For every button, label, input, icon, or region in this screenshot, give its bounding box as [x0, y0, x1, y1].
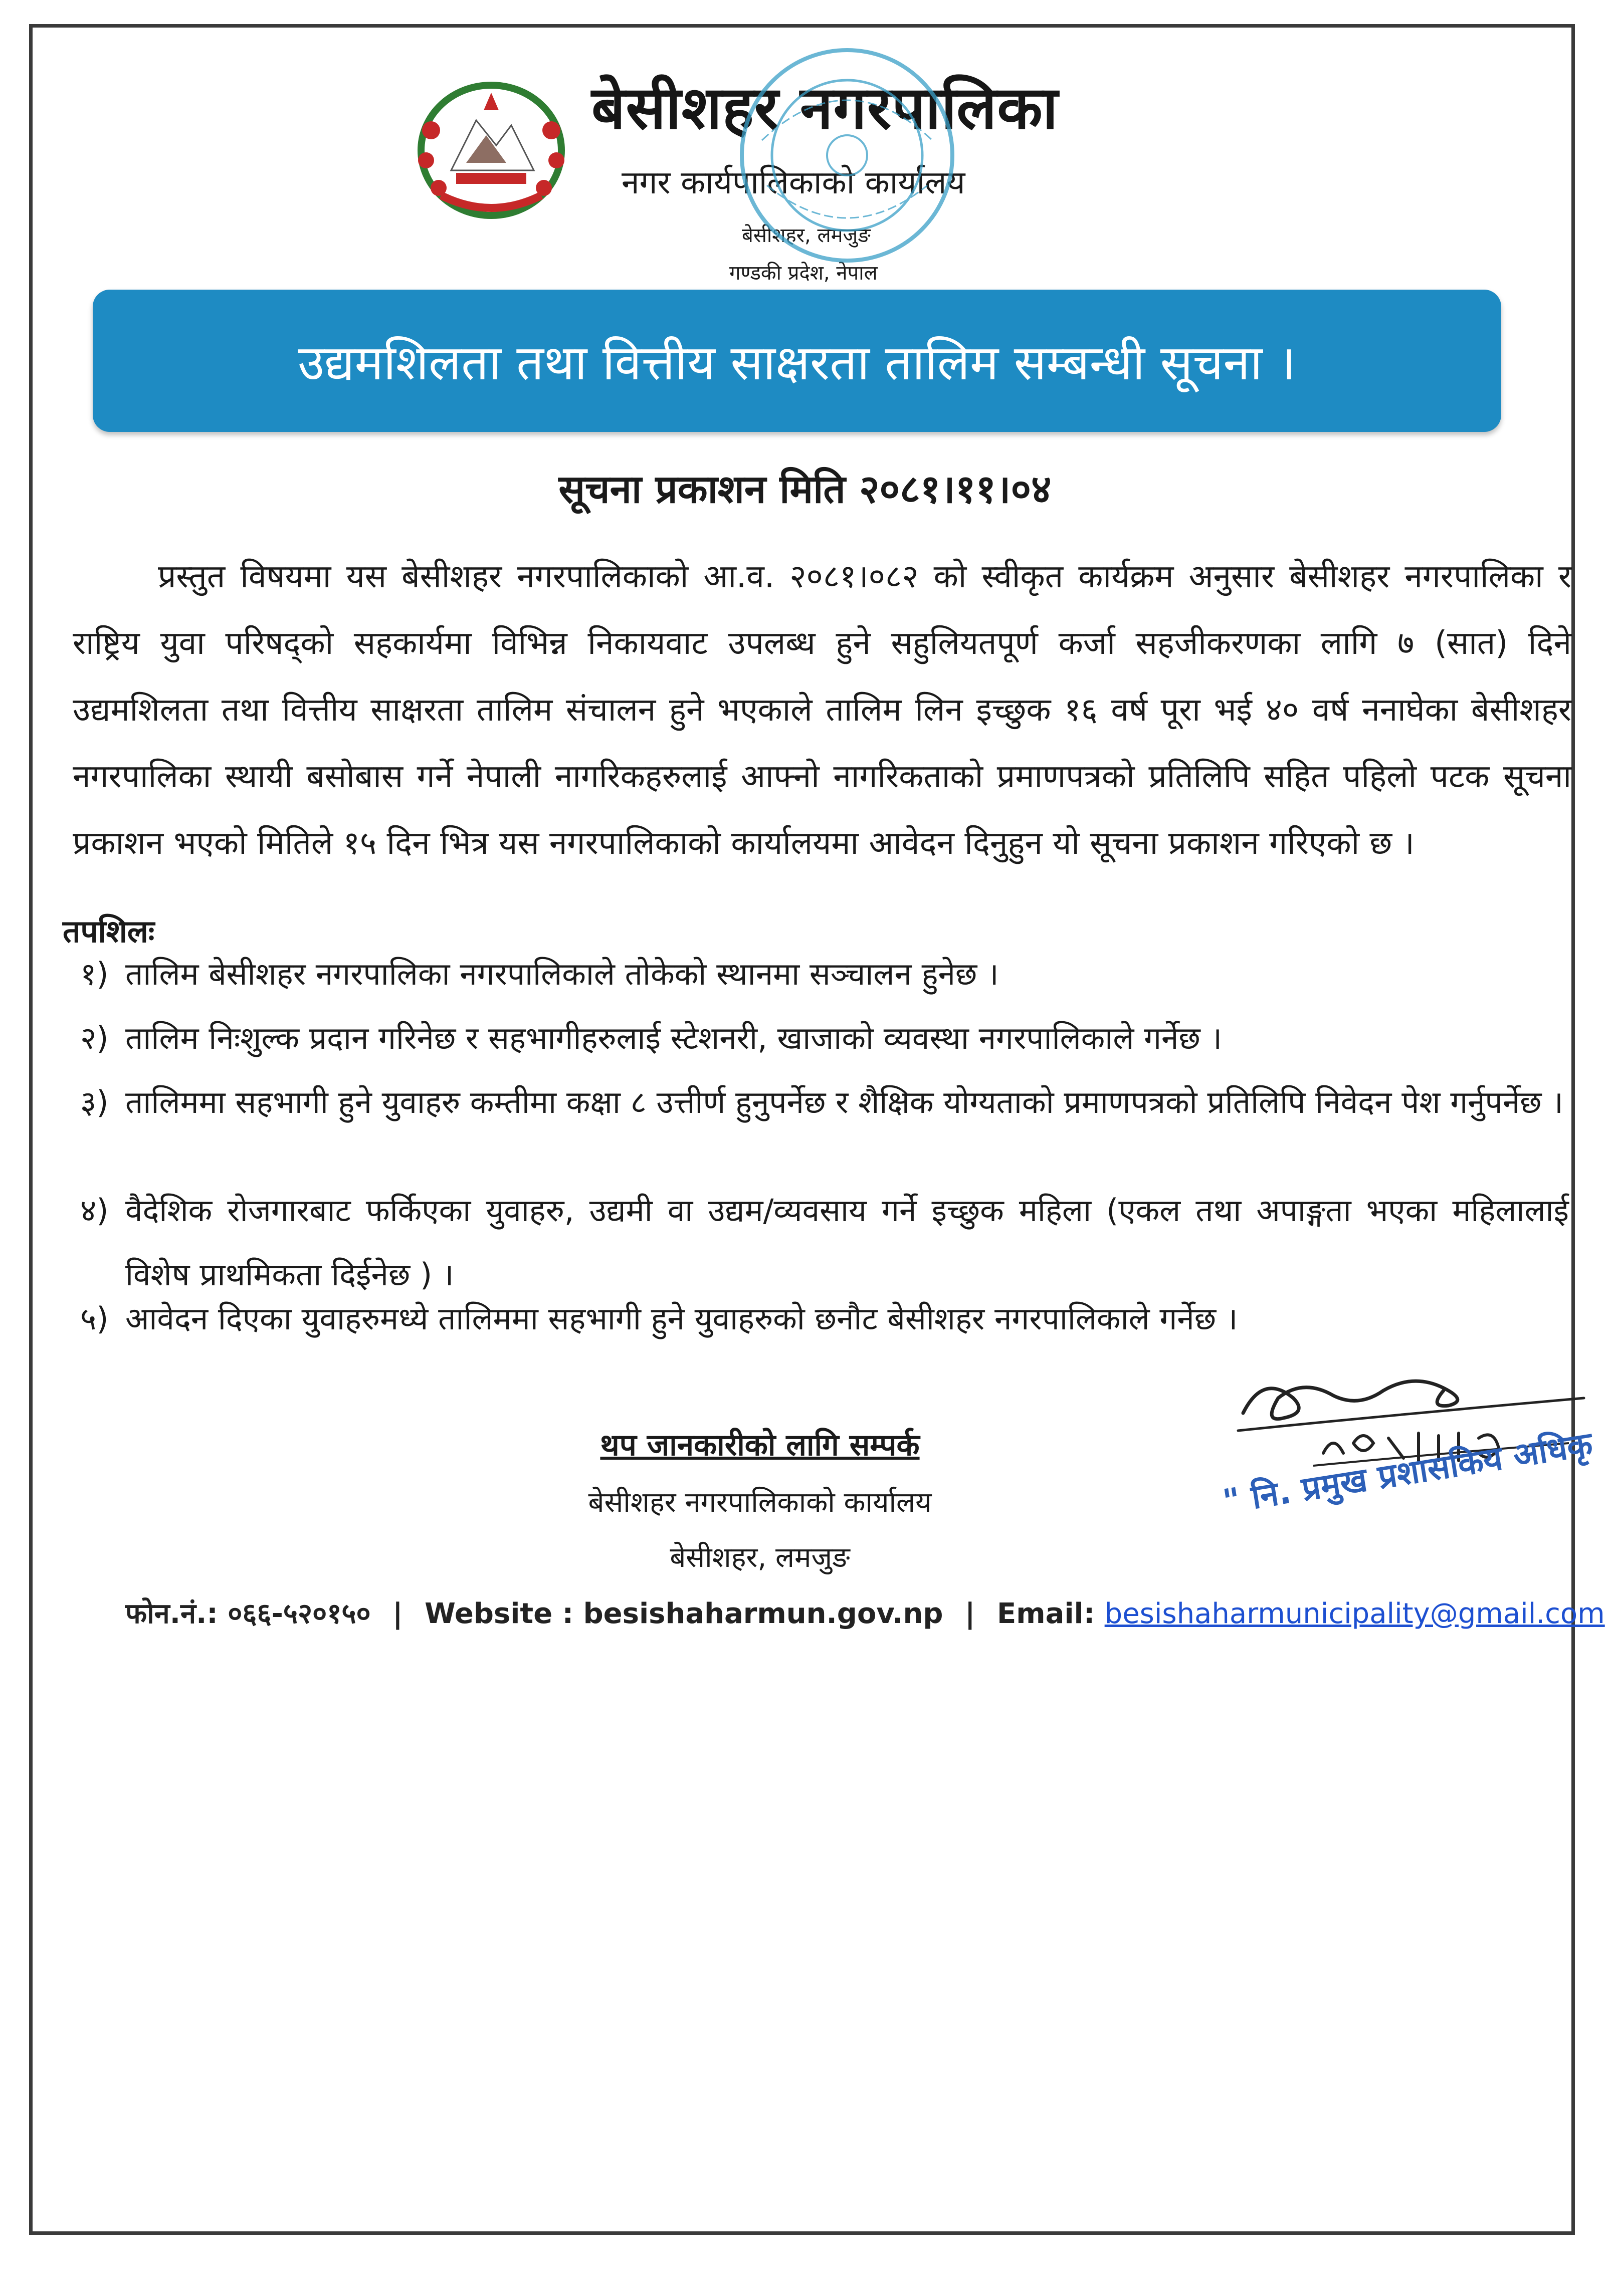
list-item-number: १): [80, 956, 109, 992]
notice-body: प्रस्तुत विषयमा यस बेसीशहर नगरपालिकाको आ.व. २०८१।०८२ को स्वीकृत कार्यक्रम अनुसार बेसीशहर नगरपालिका र राष्ट्रिय युवा परिषद्को सहकार्यमा विभिन्न निकायवाट उपलब्ध हुने सहुलियतपूर्ण कर्जा सहजीकरणका लागि ७ (सात) दिने उद्यमशिलता तथा वित्तीय साक्षरता तालिम संचालन हुने भएकाले तालिम लिन इच्छुक १६ वर्ष पूरा भई ४० वर्ष ननाघेका बेसीशहर नगरपालिका स्थायी बसोबास गर्ने नेपाली नागरिकहरुलाई आफ्नो नागरिकताको प्रमाणपत्रको प्रतिलिपि सहित पहिलो पटक सूचना प्रकाशन भएको मितिले १५ दिन भित्र यस नगरपालिकाको कार्यालयमा आवेदन दिनुहुन यो सूचना प्रकाशन गरिएको छ ।: [73, 558, 1571, 862]
footer-contacts: [125, 1593, 1605, 1632]
list-item: [80, 1006, 1569, 1070]
contact-office: बेसीशहर नगरपालिकाको कार्यालय: [588, 1486, 932, 1519]
details-heading: तपशिलः: [63, 913, 155, 950]
list-item-text: तालिम निःशुल्क प्रदान गरिनेछ र सहभागीहरुलाई स्टेशनरी, खाजाको व्यवस्था नगरपालिकाले गर्नेछ ।: [125, 1020, 1223, 1056]
website: Website : besishaharmun.gov.np: [425, 1597, 943, 1630]
phone-number: फोन.नं.: ०६६-५२०१५०: [125, 1597, 371, 1630]
list-item-text: तालिम बेसीशहर नगरपालिका नगरपालिकाले तोकेको स्थानमा सञ्चालन हुनेछ ।: [125, 956, 999, 992]
separator: |: [965, 1597, 975, 1630]
nepal-emblem-icon: [411, 75, 571, 225]
list-item: [80, 1287, 1569, 1351]
list-item: [80, 942, 1569, 1006]
email-label: Email:: [996, 1597, 1095, 1630]
office-seal-stamp: [732, 40, 962, 271]
list-item-text: तालिममा सहभागी हुने युवाहरु कम्तीमा कक्षा ८ उत्तीर्ण हुनुपर्नेछ र शैक्षिक योग्यताको प्रमाणपत्रको प्रतिलिपि निवेदन पेश गर्नुपर्नेछ ।: [125, 1084, 1563, 1120]
publication-date: सूचना प्रकाशन मिति २०८१।११।०४: [558, 467, 1052, 512]
office-name: नगर कार्यपालिकाको कार्यालय: [622, 164, 965, 201]
notice-title: उद्यमशिलता तथा वित्तीय साक्षरता तालिम सम्बन्धी सूचना ।: [298, 334, 1296, 391]
notice-title-banner: [93, 290, 1501, 432]
officer-stamp: " नि. प्रमुख प्रशासकिय अधिकृ: [1220, 1424, 1595, 1521]
list-item-text: आवेदन दिएका युवाहरुमध्ये तालिममा सहभागी हुने युवाहरुको छनौट बेसीशहर नगरपालिकाले गर्नेछ ।: [125, 1300, 1238, 1337]
list-item-text: वैदेशिक रोजगारबाट फर्किएका युवाहरु, उद्यमी वा उद्यम/व्यवसाय गर्ने इच्छुक महिला (एकल तथा अपाङ्गता भएका महिलालाई विशेष प्राथमिकता दिईनेछ ) ।: [125, 1192, 1569, 1293]
list-item: [80, 1070, 1569, 1134]
municipality-name: बेसीशहर नगरपालिका: [591, 73, 1059, 142]
address-line-2: गण्डकी प्रदेश, नेपाल: [729, 262, 878, 285]
contact-heading: थप जानकारीको लागि सम्पर्क: [600, 1428, 920, 1463]
list-item-number: ४): [80, 1192, 109, 1229]
contact-address: बेसीशहर, लमजुङ: [670, 1541, 850, 1574]
address-line-1: बेसीशहर, लमजुङ: [742, 224, 871, 247]
list-item-number: ३): [80, 1084, 109, 1120]
separator: |: [392, 1597, 403, 1630]
list-item-number: ५): [80, 1300, 109, 1337]
email-link[interactable]: besishaharmunicipality@gmail.com: [1104, 1597, 1605, 1630]
list-item-number: २): [80, 1020, 109, 1056]
